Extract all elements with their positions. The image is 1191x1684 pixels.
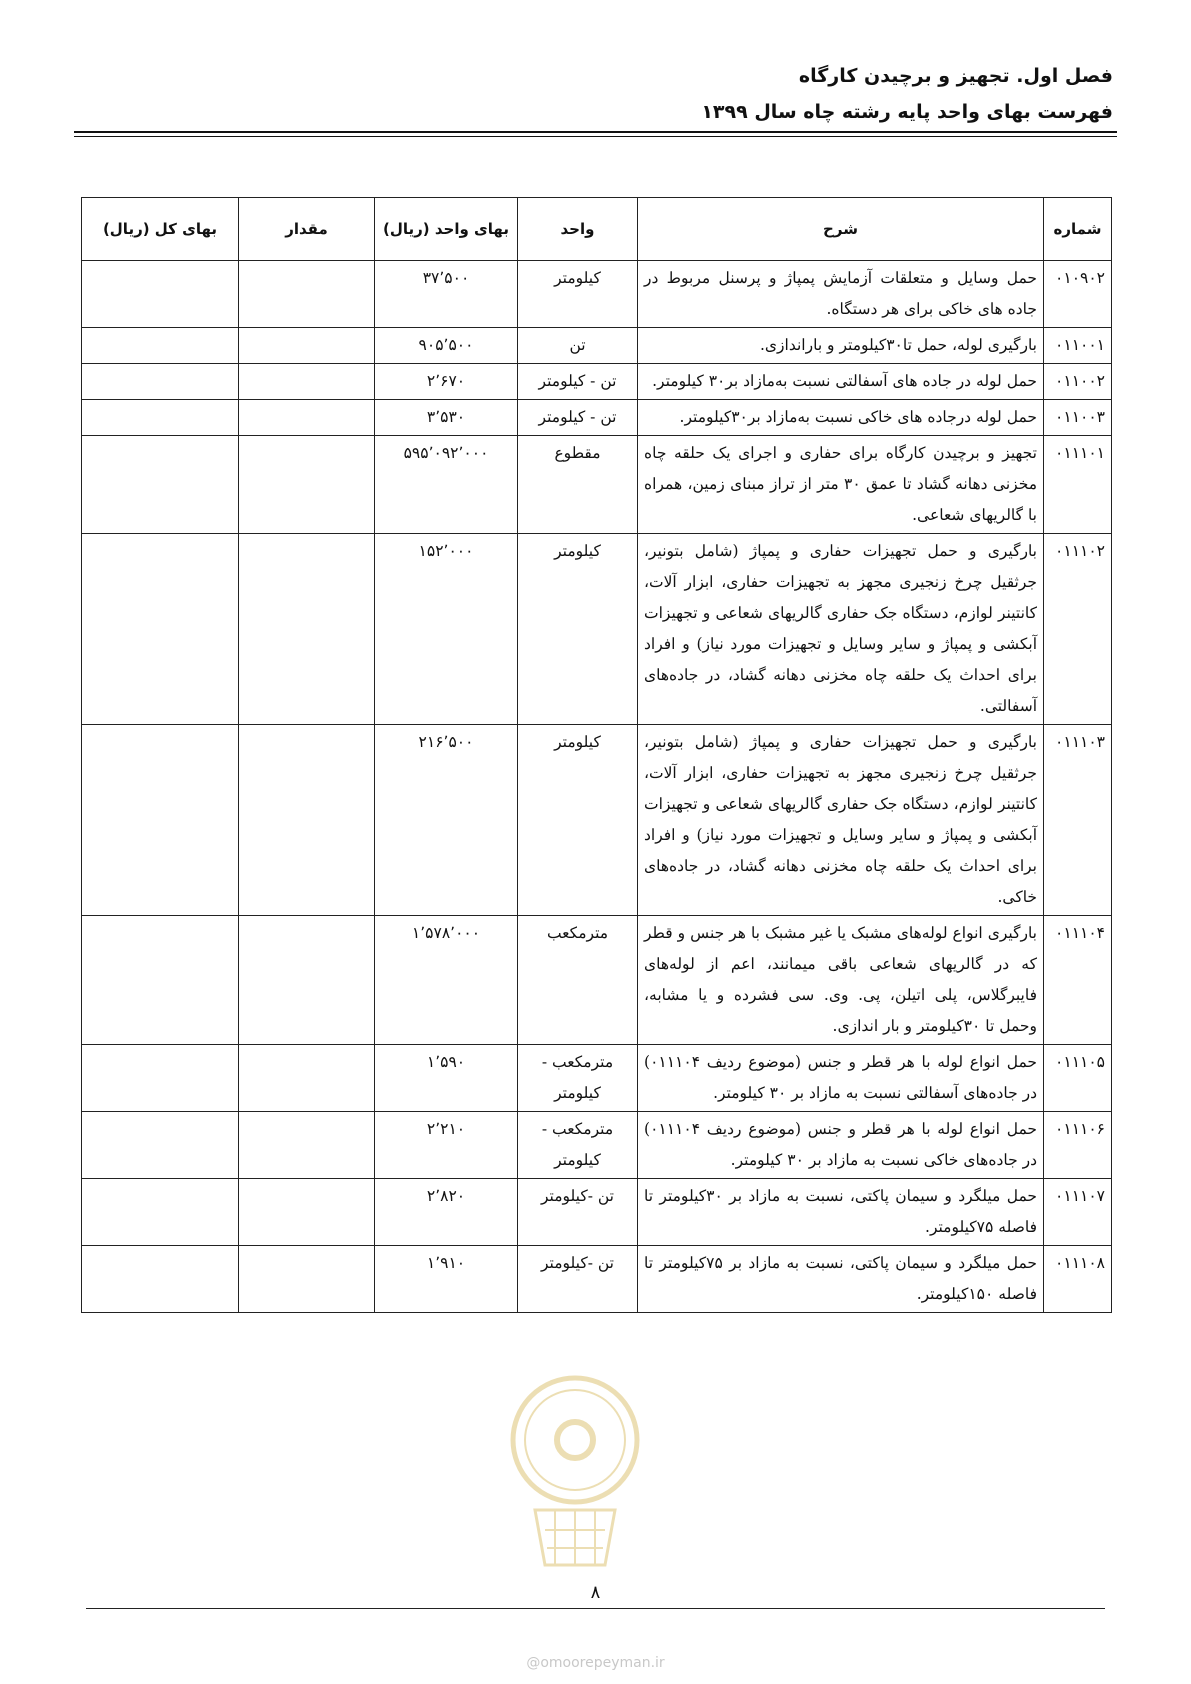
footer-rule — [86, 1608, 1105, 1609]
item-number: ۰۱۱۰۰۲ — [1044, 364, 1112, 400]
item-total-price — [82, 916, 239, 1045]
item-unit: تن — [518, 328, 638, 364]
item-description: حمل میلگرد و سیمان پاکتی، نسبت به مازاد بر ۷۵کیلومتر تا فاصله ۱۵۰کیلومتر. — [638, 1246, 1044, 1313]
item-description: حمل لوله در جاده های آسفالتی نسبت به‌مازاد بر۳۰ کیلومتر. — [638, 364, 1044, 400]
item-unit: مترمکعب — [518, 916, 638, 1045]
page-number: ۸ — [590, 1582, 601, 1603]
item-number: ۰۱۱۰۰۱ — [1044, 328, 1112, 364]
item-unit: تن - کیلومتر — [518, 364, 638, 400]
item-unit-price: ۲۱۶٬۵۰۰ — [375, 725, 518, 916]
item-number: ۰۱۱۱۰۷ — [1044, 1179, 1112, 1246]
item-number: ۰۱۱۱۰۱ — [1044, 436, 1112, 534]
item-description: حمل وسایل و متعلقات آزمایش پمپاژ و پرسنل مربوط در جاده های خاکی برای هر دستگاه. — [638, 261, 1044, 328]
item-unit-price: ۹۰۵٬۵۰۰ — [375, 328, 518, 364]
item-total-price — [82, 1246, 239, 1313]
item-quantity — [239, 1179, 375, 1246]
item-total-price — [82, 328, 239, 364]
item-total-price — [82, 436, 239, 534]
item-quantity — [239, 916, 375, 1045]
item-unit: کیلومتر — [518, 534, 638, 725]
item-total-price — [82, 1045, 239, 1112]
table-row — [82, 436, 1112, 534]
item-total-price — [82, 364, 239, 400]
item-description: حمل میلگرد و سیمان پاکتی، نسبت به مازاد بر ۳۰کیلومتر تا فاصله ۷۵کیلومتر. — [638, 1179, 1044, 1246]
column-header-unit: واحد — [518, 198, 638, 261]
table-row — [82, 328, 1112, 364]
item-unit-price: ۱۵۲٬۰۰۰ — [375, 534, 518, 725]
item-number: ۰۱۱۱۰۳ — [1044, 725, 1112, 916]
header-rule-thin — [74, 136, 1117, 137]
item-number: ۰۱۱۱۰۶ — [1044, 1112, 1112, 1179]
column-header-quantity: مقدار — [239, 198, 375, 261]
item-quantity — [239, 1246, 375, 1313]
list-title: فهرست بهای واحد پایه رشته چاه سال ۱۳۹۹ — [701, 101, 1113, 123]
item-description: بارگیری و حمل تجهیزات حفاری و پمپاژ (شامل بتونیر، جرثقیل چرخ زنجیری مجهز به تجهیزات حفاری، ابزار آلات، کانتینر لوازم، دستگاه جک حفاری گالریهای شعاعی و تجهیزات آبکشی و پمپاژ و سایر وسایل و تجهیزات مورد نیاز) و افراد برای احداث یک حلقه چاه مخزنی دهانه گشاد، در جاده‌های آسفالتی. — [638, 534, 1044, 725]
item-description: بارگیری لوله، حمل تا۳۰کیلومتر و باراندازی. — [638, 328, 1044, 364]
item-number: ۰۱۱۱۰۸ — [1044, 1246, 1112, 1313]
table-row — [82, 364, 1112, 400]
item-unit: کیلومتر — [518, 261, 638, 328]
item-unit: مترمکعب - کیلومتر — [518, 1112, 638, 1179]
item-quantity — [239, 328, 375, 364]
item-unit: تن - کیلومتر — [518, 400, 638, 436]
item-description: حمل انواع لوله با هر قطر و جنس (موضوع ردیف ۰۱۱۱۰۴) در جاده‌های خاکی نسبت به مازاد بر ۳۰ کیلومتر. — [638, 1112, 1044, 1179]
price-list-table — [81, 197, 1112, 1313]
item-number: ۰۱۱۱۰۵ — [1044, 1045, 1112, 1112]
item-unit: تن -کیلومتر — [518, 1179, 638, 1246]
table-row — [82, 400, 1112, 436]
item-unit: کیلومتر — [518, 725, 638, 916]
item-number: ۰۱۱۰۰۳ — [1044, 400, 1112, 436]
item-quantity — [239, 400, 375, 436]
page-header — [701, 58, 1113, 130]
column-header-description: شرح — [638, 198, 1044, 261]
item-quantity — [239, 364, 375, 400]
table-row — [82, 261, 1112, 328]
item-quantity — [239, 1045, 375, 1112]
item-unit-price: ۲٬۶۷۰ — [375, 364, 518, 400]
table-row — [82, 1246, 1112, 1313]
column-header-number: شماره — [1044, 198, 1112, 261]
item-number: ۰۱۰۹۰۲ — [1044, 261, 1112, 328]
chapter-title: فصل اول. تجهیز و برچیدن کارگاه — [798, 65, 1113, 87]
item-total-price — [82, 400, 239, 436]
item-quantity — [239, 725, 375, 916]
watermark-text: @omoorepeyman.ir — [526, 1655, 665, 1671]
column-header-unit-price: بهای واحد (ریال) — [375, 198, 518, 261]
item-description: بارگیری انواع لوله‌های مشبک یا غیر مشبک با هر جنس و قطر که در گالریهای شعاعی باقی میمانند، اعم از لوله‌های فایبرگلاس، پلی اتیلن، پی. وی. سی فشرده و یا مشابه، وحمل تا ۳۰کیلومتر و بار اندازی. — [638, 916, 1044, 1045]
table-row — [82, 916, 1112, 1045]
item-unit-price: ۱٬۹۱۰ — [375, 1246, 518, 1313]
column-header-total-price: بهای کل (ریال) — [82, 198, 239, 261]
item-quantity — [239, 261, 375, 328]
item-unit: مترمکعب - کیلومتر — [518, 1045, 638, 1112]
item-unit: مقطوع — [518, 436, 638, 534]
item-number: ۰۱۱۱۰۲ — [1044, 534, 1112, 725]
item-description: بارگیری و حمل تجهیزات حفاری و پمپاژ (شامل بتونیر، جرثقیل چرخ زنجیری مجهز به تجهیزات حفاری، ابزار آلات، کانتینر لوازم، دستگاه جک حفاری گالریهای شعاعی و تجهیزات آبکشی و پمپاژ و سایر وسایل و تجهیزات مورد نیاز) و افراد برای احداث یک حلقه چاه مخزنی دهانه گشاد، در جاده‌های خاکی. — [638, 725, 1044, 916]
item-unit-price: ۵۹۵٬۰۹۲٬۰۰۰ — [375, 436, 518, 534]
item-quantity — [239, 1112, 375, 1179]
item-quantity — [239, 436, 375, 534]
table-row — [82, 1045, 1112, 1112]
item-unit-price: ۳۷٬۵۰۰ — [375, 261, 518, 328]
header-rule-thick — [74, 131, 1117, 133]
table-row — [82, 1179, 1112, 1246]
item-total-price — [82, 1179, 239, 1246]
item-total-price — [82, 1112, 239, 1179]
item-unit-price: ۳٬۵۳۰ — [375, 400, 518, 436]
item-unit-price: ۱٬۵۹۰ — [375, 1045, 518, 1112]
item-unit-price: ۲٬۲۱۰ — [375, 1112, 518, 1179]
table-header-row — [82, 198, 1112, 261]
item-quantity — [239, 534, 375, 725]
table-row — [82, 1112, 1112, 1179]
item-description: حمل لوله درجاده های خاکی نسبت به‌مازاد بر۳۰کیلومتر. — [638, 400, 1044, 436]
item-unit-price: ۱٬۵۷۸٬۰۰۰ — [375, 916, 518, 1045]
item-unit: تن -کیلومتر — [518, 1246, 638, 1313]
item-description: حمل انواع لوله با هر قطر و جنس (موضوع ردیف ۰۱۱۱۰۴) در جاده‌های آسفالتی نسبت به مازاد بر ۳۰ کیلومتر. — [638, 1045, 1044, 1112]
item-total-price — [82, 261, 239, 328]
item-total-price — [82, 534, 239, 725]
watermark-seal-icon — [505, 1370, 645, 1570]
table-row — [82, 725, 1112, 916]
item-number: ۰۱۱۱۰۴ — [1044, 916, 1112, 1045]
item-total-price — [82, 725, 239, 916]
table-row — [82, 534, 1112, 725]
item-description: تجهیز و برچیدن کارگاه برای حفاری و اجرای یک حلقه چاه مخزنی دهانه گشاد تا عمق ۳۰ متر از تراز مبنای زمین، همراه با گالریهای شعاعی. — [638, 436, 1044, 534]
item-unit-price: ۲٬۸۲۰ — [375, 1179, 518, 1246]
